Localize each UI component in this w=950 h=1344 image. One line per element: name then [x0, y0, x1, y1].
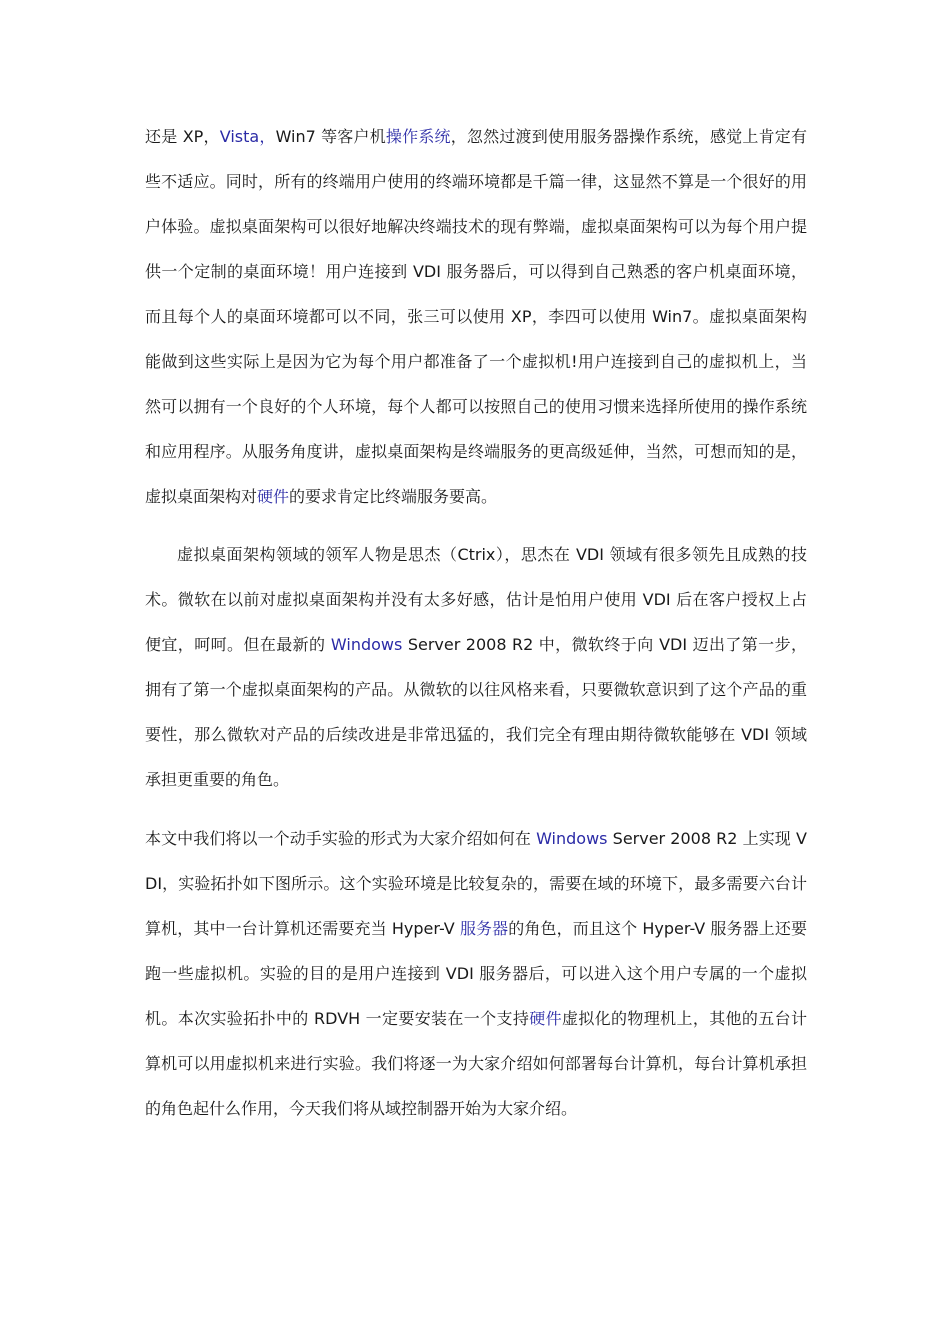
- link-hardware[interactable]: 硬件: [257, 487, 290, 506]
- text-segment: Server 2008 R2 中，微软终于向 VDI 迈出了第一步，拥有了第一个虚拟桌面架构的产品。从微软的以往风格来看，只要微软意识到了这个产品的重要性，那么微软对产品的后续改进是非常迅猛的，我们完全有理由期待微软能够在 VDI 领域承担更重要的角色。: [145, 635, 807, 789]
- text-segment: 虚拟化的物理机上，其他的五台计算机可以用虚拟机来进行实验。我们将逐一为大家介绍如何部署每台计算机，每台计算机承担的角色起什么作用，今天我们将从域控制器开始为大家介绍。: [145, 1009, 807, 1118]
- paragraph-experiment: [145, 816, 807, 1131]
- paragraph-vdi-leaders: [145, 532, 807, 802]
- link-operating-system[interactable]: 操作系统: [385, 127, 451, 146]
- text-segment: Server 2008 R2 上实现 VDI，实验拓扑如下图所示。这个实验环境是比较复杂的，需要在域的环境下，最多需要六台计算机，其中一台计算机还需要充当 Hyper-V: [145, 829, 807, 938]
- link-windows[interactable]: Windows: [330, 635, 403, 654]
- link-vista[interactable]: Vista，: [219, 127, 276, 146]
- text-segment: 还是 XP，: [145, 127, 220, 146]
- text-segment: Win7 等客户机: [275, 127, 386, 146]
- paragraph-intro: [145, 114, 807, 519]
- text-segment: 的角色，而且这个 Hyper-V 服务器上还要跑一些虚拟机。实验的目的是用户连接到 VDI 服务器后，可以进入这个用户专属的一个虚拟机。本次实验拓扑中的 RDVH 一定要安装在一个支持: [145, 919, 807, 1028]
- text-segment: 虚拟桌面架构领域的领军人物是思杰（Ctrix），思杰在 VDI 领域有很多领先且成熟的技术。微软在以前对虚拟桌面架构并没有太多好感，估计是怕用户使用 VDI 后在客户授权上占便宜，呵呵。但在最新的: [145, 545, 807, 654]
- text-segment: 的要求肯定比终端服务要高。: [289, 487, 498, 506]
- text-segment: ，忽然过渡到使用服务器操作系统，感觉上肯定有些不适应。同时，所有的终端用户使用的终端环境都是千篇一律，这显然不算是一个很好的用户体验。虚拟桌面架构可以很好地解决终端技术的现有弊端，虚拟桌面架构可以为每个用户提供一个定制的桌面环境！用户连接到 VDI 服务器后，可以得到自己熟悉的客户机桌面环境，而且每个人的桌面环境都可以不同，张三可以使用 XP，李四可以使用 Win7。虚拟桌面架构能做到这些实际上是因为它为每个用户都准备了一个虚拟机!用户连接到自己的虚拟机上，当然可以拥有一个良好的个人环境，每个人都可以按照自己的使用习惯来选择所使用的操作系统和应用程序。从服务角度讲，虚拟桌面架构是终端服务的更高级延伸，当然，可想而知的是，虚拟桌面架构对: [145, 127, 807, 506]
- link-hardware[interactable]: 硬件: [529, 1009, 562, 1028]
- link-windows[interactable]: Windows: [536, 829, 608, 848]
- link-server[interactable]: 服务器: [459, 919, 509, 938]
- text-segment: 本文中我们将以一个动手实验的形式为大家介绍如何在: [145, 829, 537, 848]
